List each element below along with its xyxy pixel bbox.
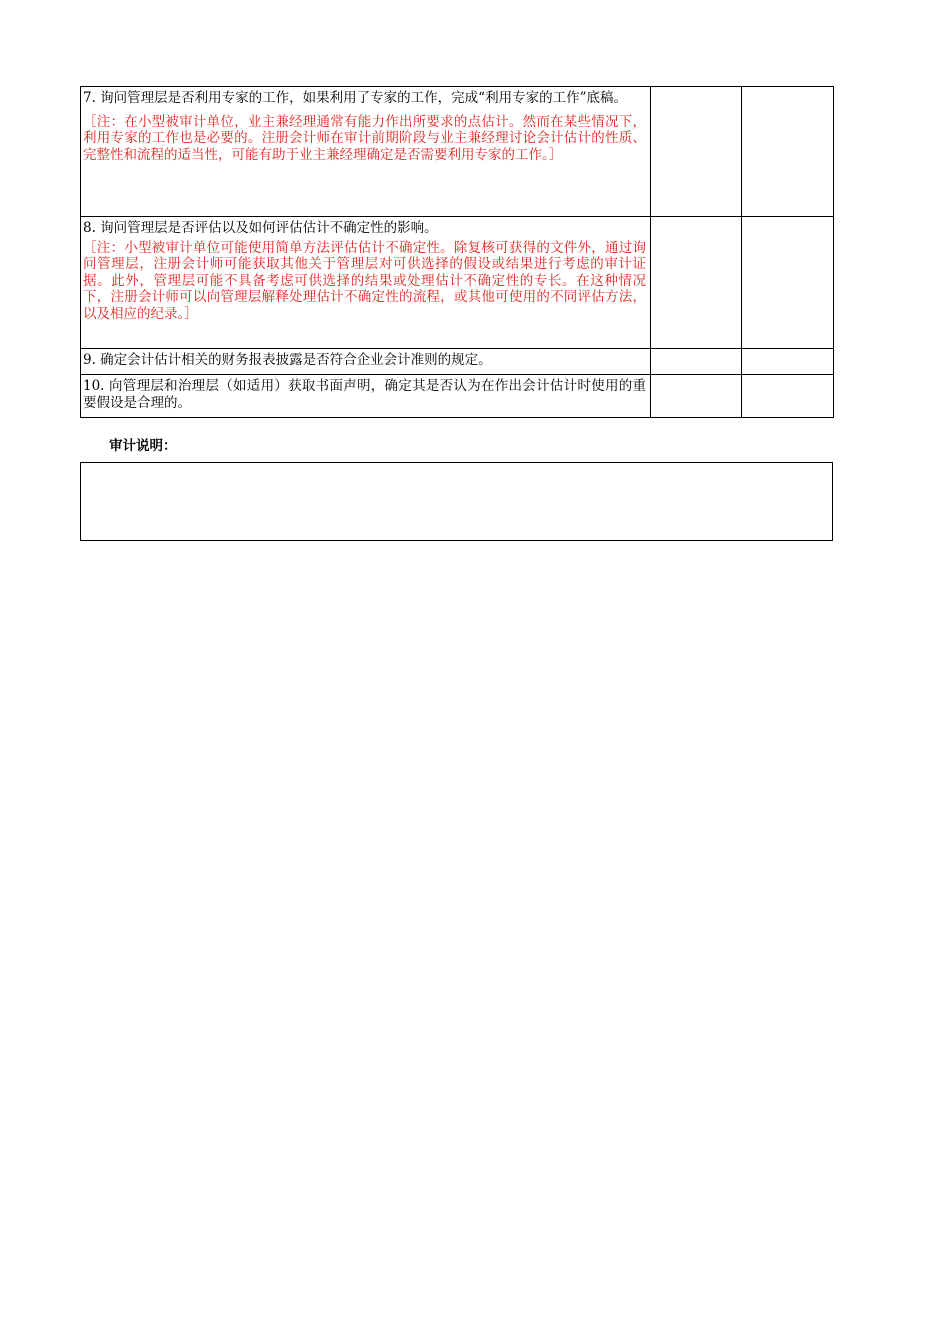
procedure-description-cell	[81, 217, 651, 349]
procedure-reference-cell[interactable]	[742, 375, 834, 418]
procedure-text: 10. 向管理层和治理层（如适用）获取书面声明，确定其是否认为在作出会计估计时使用的重要假设是合理的。	[83, 378, 646, 411]
procedure-note: ［注：小型被审计单位可能使用简单方法评估估计不确定性。除复核可获得的文件外，通过询问管理层，注册会计师可能获取其他关于管理层对可供选择的假设或结果进行考虑的审计证据。此外，管理层可能不具备考虑可供选择的结果或处理估计不确定性的专长。在这种情况下，注册会计师可以向管理层解释处理估计不确定性的流程，或其他可使用的不同评估方法，以及相应的纪录。］	[83, 239, 646, 322]
procedure-description-cell	[81, 349, 651, 375]
procedure-text: 9. 确定会计估计相关的财务报表披露是否符合企业会计准则的规定。	[83, 352, 492, 368]
procedure-row-7	[81, 87, 834, 217]
procedure-check-cell[interactable]	[651, 87, 742, 217]
procedure-check-cell[interactable]	[651, 349, 742, 375]
audit-notes-label: 审计说明：	[109, 438, 177, 454]
procedure-check-cell[interactable]	[651, 375, 742, 418]
procedure-reference-cell[interactable]	[742, 349, 834, 375]
procedure-note: ［注：在小型被审计单位，业主兼经理通常有能力作出所要求的点估计。然而在某些情况下，利用专家的工作也是必要的。注册会计师在审计前期阶段与业主兼经理讨论会计估计的性质、完整性和流程的适当性，可能有助于业主兼经理确定是否需要利用专家的工作。］	[83, 113, 646, 163]
audit-procedures-table	[80, 86, 834, 418]
procedure-check-cell[interactable]	[651, 217, 742, 349]
procedure-description-cell	[81, 87, 651, 217]
procedure-reference-cell[interactable]	[742, 217, 834, 349]
procedure-row-10	[81, 375, 834, 418]
procedure-row-9	[81, 349, 834, 375]
procedure-text: 8. 询问管理层是否评估以及如何评估估计不确定性的影响。	[83, 220, 438, 236]
audit-notes-box[interactable]	[80, 462, 833, 541]
procedure-text: 7. 询问管理层是否利用专家的工作，如果利用了专家的工作，完成“利用专家的工作”底稿。	[83, 90, 627, 106]
procedure-description-cell	[81, 375, 651, 418]
procedure-row-8	[81, 217, 834, 349]
procedure-reference-cell[interactable]	[742, 87, 834, 217]
